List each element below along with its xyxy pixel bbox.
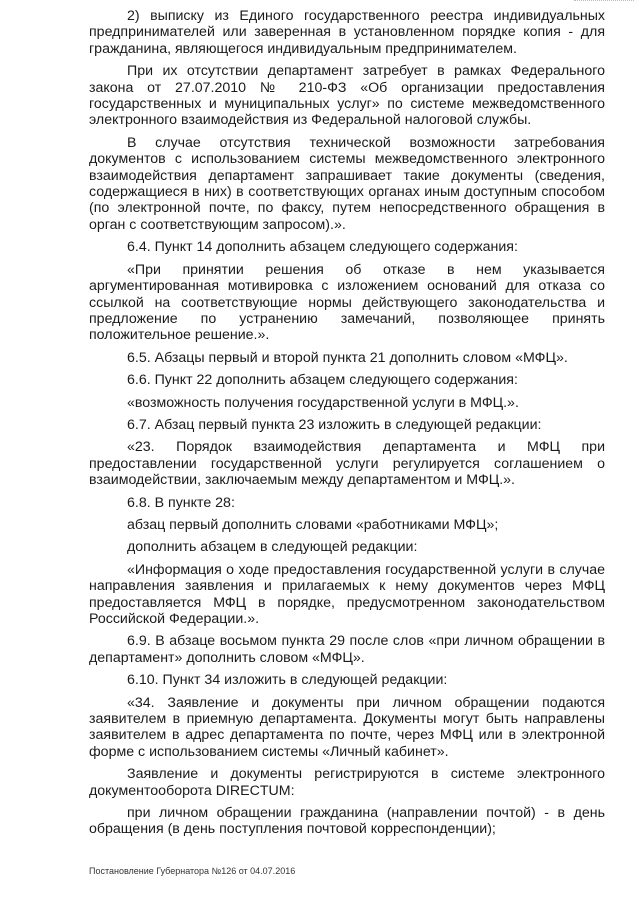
scan-edge-mark	[574, 0, 634, 4]
paragraph-18: Заявление и документы регистрируются в системе электронного документооборота DIRECTUM:	[89, 766, 605, 799]
paragraph-16: 6.10. Пункт 34 изложить в следующей редакции:	[127, 672, 448, 689]
paragraph-11: 6.8. В пункте 28:	[127, 494, 235, 511]
paragraph-1: 2) выписку из Единого государственного реестра индивидуальных предпринимателей или заверенная в установленном порядке копия - для гражданина, являющегося индивидуальным предпринимателем.	[89, 8, 605, 57]
paragraph-10: «23. Порядок взаимодействия департамента и МФЦ при предоставлении государственной услуги регулируется соглашением о взаимодействии, заключаемым между департаментом и МФЦ.».	[89, 439, 605, 489]
paragraph-7: 6.6. Пункт 22 дополнить абзацем следующего содержания:	[127, 372, 518, 389]
paragraph-4: 6.4. Пункт 14 дополнить абзацем следующего содержания:	[127, 239, 518, 256]
paragraph-13: дополнить абзацем в следующей редакции:	[127, 539, 418, 556]
paragraph-9: 6.7. Абзац первый пункта 23 изложить в следующей редакции:	[127, 416, 542, 433]
paragraph-15: 6.9. В абзаце восьмом пункта 29 после слов «при личном обращении в департамент» дополнить словом «МФЦ».	[89, 633, 605, 666]
paragraph-8: «возможность получения государственной услуги в МФЦ.».	[127, 394, 519, 411]
document-footer: Постановление Губернатора №126 от 04.07.2016	[89, 866, 296, 876]
paragraph-14: «Информация о ходе предоставления государственной услуги в случае направления заявления и прилагаемых к нему документов через МФЦ предоставляется МФЦ в порядке, предусмотренном законодательством Российской Федерации.».	[89, 561, 605, 627]
paragraph-2: При их отсутствии департамент затребует в рамках Федерального закона от 27.07.2010 № 210-ФЗ «Об организации предоставления государственных и муниципальных услуг» по системе межведомственного электронного взаимодействия из Федеральной налоговой службы.	[89, 63, 605, 129]
paragraph-6: 6.5. Абзацы первый и второй пункта 21 дополнить словом «МФЦ».	[127, 349, 568, 366]
paragraph-5: «При принятии решения об отказе в нем указывается аргументированная мотивировка с изложением оснований для отказа со ссылкой на соответствующие нормы действующего законодательства и предложение по устранению замечаний, позволяющее принять положительное решение.».	[89, 261, 605, 344]
paragraph-3: В случае отсутствия технической возможности затребования документов с использованием системы межведомственного электронного взаимодействия департамент запрашивает такие документы (сведения, содержащиеся в них) в соответствующих органах иным доступным способом (по электронной почте, по факсу, путем непосредственного обращения в орган с соответствующим запросом).».	[89, 134, 605, 233]
paragraph-19: при личном обращении гражданина (направлении почтой) - в день обращения (в день поступления почтовой корреспонденции);	[89, 805, 605, 838]
paragraph-12: абзац первый дополнить словами «работниками МФЦ»;	[127, 516, 499, 533]
paragraph-17: «34. Заявление и документы при личном обращении подаются заявителем в приемную департамента. Документы могут быть направлены заявителем в адрес департамента по почте, через МФЦ или в электронной форме с использованием системы «Личный кабинет».	[89, 694, 605, 760]
document-body	[89, 8, 605, 842]
